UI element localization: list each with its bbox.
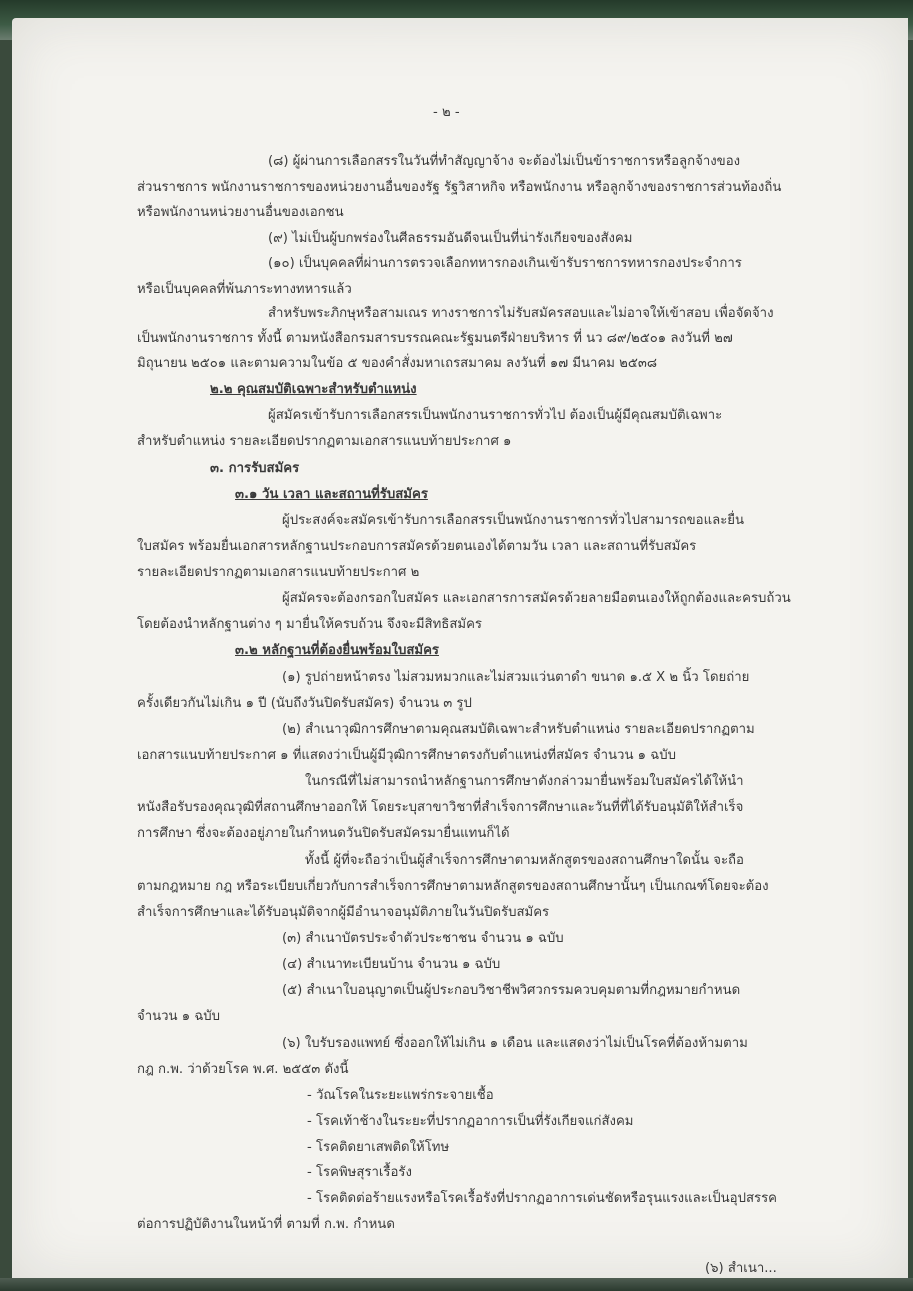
page-number: - ๒ -	[433, 105, 460, 120]
document-item-1: (๑) รูปถ่ายหน้าตรง ไม่สวมหมวกและไม่สวมแว่นตาดำ ขนาด ๑.๕ X ๒ นิ้ว โดยถ่าย	[282, 670, 750, 685]
document-item-2-note: ในกรณีที่ไม่สามารถนำหลักฐานการศึกษาดังกล่าวมายื่นพร้อมใบสมัครได้ให้นำ	[305, 774, 744, 789]
disease-contagious-cont: ต่อการปฏิบัติงานในหน้าที่ ตามที่ ก.พ. กำหนด	[137, 1217, 395, 1232]
document-item-2: (๒) สำเนาวุฒิการศึกษาตามคุณสมบัติเฉพาะสำหรับตำแหน่ง รายละเอียดปรากฏตาม	[282, 722, 755, 737]
document-item-2-note-cont-1: หนังสือรับรองคุณวุฒิที่สถานศึกษาออกให้ โดยระบุสาขาวิชาที่สำเร็จการศึกษาและวันที่ที่ได้รับอนุมัติให้สำเร็จ	[137, 800, 744, 815]
document-item-2-condition-cont-1: ตามกฎหมาย กฎ หรือระเบียบเกี่ยวกับการสำเร็จการศึกษาตามหลักสูตรของสถานศึกษานั้นๆ เป็นเกณฑ์โดยจะต้อง	[137, 879, 769, 894]
clause-8-cont-1: ส่วนราชการ พนักงานราชการของหน่วยงานอื่นของรัฐ รัฐวิสาหกิจ หรือพนักงาน หรือลูกจ้างของราชการส่วนท้องถิ่น	[137, 180, 782, 195]
monk-notice: สำหรับพระภิกษุหรือสามเณร ทางราชการไม่รับสมัครสอบและไม่อาจให้เข้าสอบ เพื่อจัดจ้าง	[268, 306, 774, 321]
document-item-6-cont: กฎ ก.พ. ว่าด้วยโรค พ.ศ. ๒๕๕๓ ดังนี้	[137, 1062, 349, 1077]
document-item-5-cont: จำนวน ๑ ฉบับ	[137, 1009, 221, 1024]
clause-8-cont-2: หรือพนักงานหน่วยงานอื่นของเอกชน	[137, 205, 344, 220]
disease-tuberculosis: - วัณโรคในระยะแพร่กระจายเชื้อ	[307, 1088, 494, 1103]
clause-10-cont: หรือเป็นบุคคลที่พ้นภาระทางทหารแล้ว	[137, 282, 352, 297]
section-3-1-text-cont-1: ใบสมัคร พร้อมยื่นเอกสารหลักฐานประกอบการสมัครด้วยตนเองได้ตามวัน เวลา และสถานที่รับสมัคร	[137, 539, 697, 554]
disease-drug-addiction: - โรคติดยาเสพติดให้โทษ	[307, 1140, 450, 1155]
section-3-2-heading: ๓.๒ หลักฐานที่ต้องยื่นพร้อมใบสมัคร	[235, 643, 439, 658]
disease-elephantiasis: - โรคเท้าช้างในระยะที่ปรากฏอาการเป็นที่รังเกียจแก่สังคม	[307, 1114, 634, 1129]
disease-contagious: - โรคติดต่อร้ายแรงหรือโรคเรื้อรังที่ปรากฏอาการเด่นชัดหรือรุนแรงและเป็นอุปสรรค	[307, 1191, 777, 1206]
document-item-2-cont: เอกสารแนบท้ายประกาศ ๑ ที่แสดงว่าเป็นผู้มีวุฒิการศึกษาตรงกับตำแหน่งที่สมัคร จำนวน ๑ ฉบับ	[137, 748, 676, 763]
clause-8: (๘) ผู้ผ่านการเลือกสรรในวันที่ทำสัญญาจ้าง จะต้องไม่เป็นข้าราชการหรือลูกจ้างของ	[268, 154, 741, 169]
document-item-6: (๖) ใบรับรองแพทย์ ซึ่งออกให้ไม่เกิน ๑ เดือน และแสดงว่าไม่เป็นโรคที่ต้องห้ามตาม	[282, 1036, 748, 1051]
clause-9: (๙) ไม่เป็นผู้บกพร่องในศีลธรรมอันดีจนเป็นที่น่ารังเกียจของสังคม	[268, 231, 633, 246]
document-item-2-note-cont-2: การศึกษา ซึ่งจะต้องอยู่ภายในกำหนดวันปิดรับสมัครมายื่นแทนก็ได้	[137, 826, 510, 841]
document-item-1-cont: ครั้งเดียวกันไม่เกิน ๑ ปี (นับถึงวันปิดรับสมัคร) จำนวน ๓ รูป	[137, 696, 472, 711]
monk-notice-cont-1: เป็นพนักงานราชการ ทั้งนี้ ตามหนังสือกรมสารบรรณคณะรัฐมนตรีฝ่ายบริหาร ที่ นว ๘๙/๒๕๐๑ ลงวันที่ ๒๗	[137, 331, 733, 346]
footer-continuation: (๖) สำเนา...	[705, 1261, 777, 1276]
section-2-2-text: ผู้สมัครเข้ารับการเลือกสรรเป็นพนักงานราชการทั่วไป ต้องเป็นผู้มีคุณสมบัติเฉพาะ	[268, 408, 723, 423]
disease-alcoholism: - โรคพิษสุราเรื้อรัง	[307, 1165, 412, 1180]
section-2-2-heading: ๒.๒ คุณสมบัติเฉพาะสำหรับตำแหน่ง	[210, 382, 417, 397]
document-item-2-condition: ทั้งนี้ ผู้ที่จะถือว่าเป็นผู้สำเร็จการศึกษาตามหลักสูตรของสถานศึกษาใดนั้น จะถือ	[305, 853, 744, 868]
section-3-1-requirement-cont: โดยต้องนำหลักฐานต่าง ๆ มายื่นให้ครบถ้วน จึงจะมีสิทธิสมัคร	[137, 617, 482, 632]
section-3-1-heading: ๓.๑ วัน เวลา และสถานที่รับสมัคร	[235, 487, 428, 502]
monk-notice-cont-2: มิถุนายน ๒๕๐๑ และตามความในข้อ ๕ ของคำสั่งมหาเถรสมาคม ลงวันที่ ๑๗ มีนาคม ๒๕๓๘	[137, 356, 658, 371]
clause-10: (๑๐) เป็นบุคคลที่ผ่านการตรวจเลือกทหารกองเกินเข้ารับราชการทหารกองประจำการ	[268, 256, 742, 271]
document-item-2-condition-cont-2: สำเร็จการศึกษาและได้รับอนุมัติจากผู้มีอำนาจอนุมัติภายในวันปิดรับสมัคร	[137, 905, 550, 920]
document-item-4: (๔) สำเนาทะเบียนบ้าน จำนวน ๑ ฉบับ	[282, 957, 501, 972]
document-item-5: (๕) สำเนาใบอนุญาตเป็นผู้ประกอบวิชาชีพวิศวกรรมควบคุมตามที่กฎหมายกำหนด	[282, 983, 741, 998]
section-2-2-text-cont: สำหรับตำแหน่ง รายละเอียดปรากฏตามเอกสารแนบท้ายประกาศ ๑	[137, 434, 512, 449]
document-item-3: (๓) สำเนาบัตรประจำตัวประชาชน จำนวน ๑ ฉบับ	[282, 931, 564, 946]
section-3-1-requirement: ผู้สมัครจะต้องกรอกใบสมัคร และเอกสารการสมัครด้วยลายมือตนเองให้ถูกต้องและครบถ้วน	[282, 591, 791, 606]
section-3-heading: ๓. การรับสมัคร	[210, 461, 300, 476]
section-3-1-text-cont-2: รายละเอียดปรากฏตามเอกสารแนบท้ายประกาศ ๒	[137, 565, 420, 580]
section-3-1-text: ผู้ประสงค์จะสมัครเข้ารับการเลือกสรรเป็นพนักงานราชการทั่วไปสามารถขอและยื่น	[282, 513, 745, 528]
